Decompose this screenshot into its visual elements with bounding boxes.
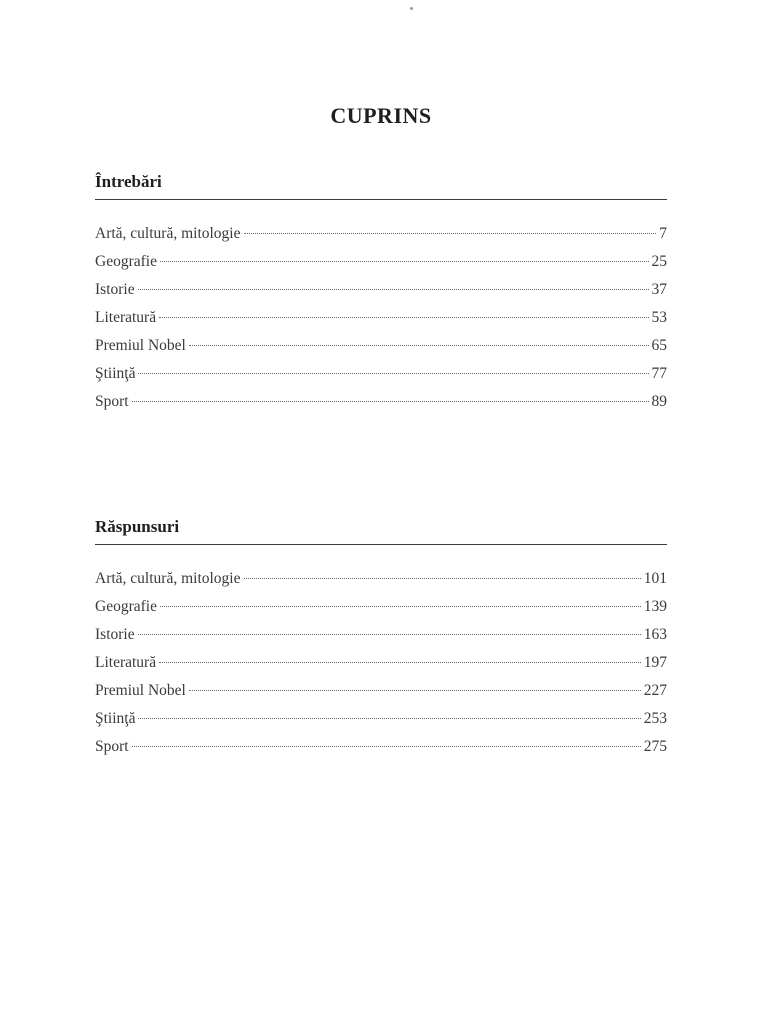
toc-list [95,565,667,761]
toc-entry-label: Literatură [95,309,157,326]
dot-leader [138,289,649,290]
dot-leader [244,233,657,234]
toc-entry[interactable] [95,220,667,248]
toc-entry-page: 101 [643,570,667,587]
toc-entry-label: Premiul Nobel [95,337,186,354]
toc-entry-label: Sport [95,738,129,755]
toc-entry-page: 197 [643,654,667,671]
toc-entry-page: 253 [643,710,667,727]
section-intrebari [95,170,667,416]
toc-entry-label: Sport [95,393,129,410]
toc-entry-page: 7 [659,225,667,242]
toc-entry[interactable] [95,276,667,304]
toc-entry[interactable] [95,593,667,621]
dot-leader [160,261,649,262]
toc-entry[interactable] [95,649,667,677]
toc-entry[interactable] [95,621,667,649]
toc-entry-page: 77 [651,365,667,382]
section-heading: Întrebări [95,172,162,191]
section-raspunsuri [95,515,667,761]
scan-speck [410,7,413,10]
toc-entry[interactable] [95,360,667,388]
dot-leader [132,746,641,747]
toc-entry-page: 25 [651,253,667,270]
toc-entry-page: 275 [643,738,667,755]
dot-leader [189,345,649,346]
toc-entry[interactable] [95,565,667,593]
section-heading: Răspunsuri [95,517,180,536]
dot-leader [138,373,648,374]
dot-leader [159,662,641,663]
toc-entry-page: 37 [651,281,667,298]
section-divider [95,199,667,200]
dot-leader [132,401,649,402]
toc-entry-page: 53 [651,309,667,326]
toc-entry-label: Geografie [95,598,157,615]
dot-leader [189,690,641,691]
page-title: CUPRINS [330,103,432,128]
toc-entry-label: Geografie [95,253,157,270]
toc-entry-label: Istorie [95,626,135,643]
section-divider [95,544,667,545]
toc-entry-page: 139 [643,598,667,615]
toc-entry[interactable] [95,248,667,276]
toc-entry-label: Istorie [95,281,135,298]
toc-entry-page: 65 [651,337,667,354]
toc-entry[interactable] [95,332,667,360]
toc-entry[interactable] [95,388,667,416]
toc-entry-label: Ştiinţă [95,365,136,382]
toc-entry-page: 89 [651,393,667,410]
toc-entry-page: 227 [643,682,667,699]
dot-leader [160,606,641,607]
toc-entry-label: Artă, cultură, mitologie [95,225,241,242]
toc-entry-label: Artă, cultură, mitologie [95,570,241,587]
toc-entry-label: Literatură [95,654,157,671]
dot-leader [244,578,641,579]
toc-entry-page: 163 [643,626,667,643]
dot-leader [159,317,648,318]
toc-list [95,220,667,416]
toc-entry-label: Premiul Nobel [95,682,186,699]
toc-entry[interactable] [95,733,667,761]
dot-leader [138,634,641,635]
dot-leader [138,718,640,719]
toc-entry[interactable] [95,705,667,733]
toc-entry[interactable] [95,304,667,332]
toc-entry-label: Ştiinţă [95,710,136,727]
toc-entry[interactable] [95,677,667,705]
